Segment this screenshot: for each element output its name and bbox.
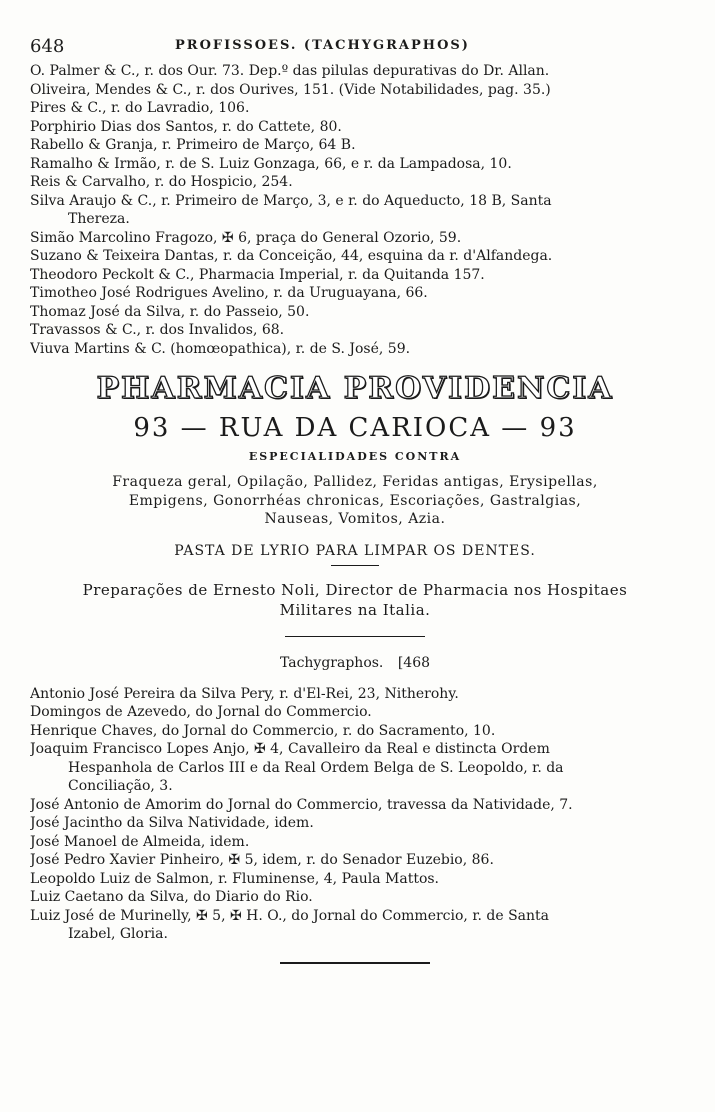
list-item: José Manoel de Almeida, idem.: [30, 833, 250, 850]
list-item: Joaquim Francisco Lopes Anjo, ✠ 4, Cavalleiro da Real e distincta Ordem: [30, 741, 550, 757]
section-reference: [468: [397, 654, 431, 671]
end-rule: [280, 962, 430, 964]
list-item: Luiz José de Murinelly, ✠ 5, ✠ H. O., do Jornal do Commercio, r. de Santa: [30, 907, 549, 924]
list-item-continuation: Hespanhola de Carlos III e da Real Ordem Belga de S. Leopoldo, r. da: [68, 759, 564, 776]
stenographer-list: [30, 685, 680, 944]
advertisement-credit: [30, 580, 680, 620]
divider: [331, 565, 379, 566]
list-item: Theodoro Peckolt & C., Pharmacia Imperial, r. da Quitanda 157.: [30, 266, 485, 283]
list-item: Ramalho & Irmão, r. de S. Luiz Gonzaga, 66, e r. da Lampadosa, 10.: [30, 155, 512, 172]
running-title: PROFISSOES. (TACHYGRAPHOS): [175, 38, 470, 53]
list-item: Travassos & C., r. dos Invalidos, 68.: [30, 322, 285, 338]
section-heading: [30, 655, 680, 671]
list-item: Thomaz José da Silva, r. do Passeio, 50.: [30, 303, 310, 320]
running-head: [30, 36, 680, 62]
list-item: Reis & Carvalho, r. do Hospicio, 254.: [30, 174, 293, 190]
credit-line: Preparações de Ernesto Noli, Director de Pharmacia nos Hospitaes: [82, 580, 628, 599]
list-item: Viuva Martins & C. (homœopathica), r. de S. José, 59.: [30, 340, 411, 357]
pharmacy-list: [30, 62, 680, 358]
advertisement-address: 93 — RUA DA CARIOCA — 93: [133, 413, 577, 443]
list-item-continuation: Conciliação, 3.: [68, 778, 173, 794]
list-item-continuation: Izabel, Gloria.: [68, 926, 168, 942]
directory-page: [30, 36, 680, 964]
list-item: Domingos de Azevedo, do Jornal do Commercio.: [30, 704, 372, 720]
ailments-line: Fraqueza geral, Opilação, Pallidez, Feridas antigas, Erysipellas,: [112, 474, 598, 490]
list-item-continuation: Thereza.: [68, 211, 130, 227]
list-item: Timotheo José Rodrigues Avelino, r. da Uruguayana, 66.: [30, 285, 428, 301]
list-item: José Pedro Xavier Pinheiro, ✠ 5, idem, r. do Senador Euzebio, 86.: [30, 852, 494, 868]
list-item: Antonio José Pereira da Silva Pery, r. d'El-Rei, 23, Nitherohy.: [30, 685, 459, 702]
ailments-text: [30, 473, 680, 529]
list-item: Pires & C., r. do Lavradio, 106.: [30, 100, 250, 116]
credit-line: Militares na Italia.: [279, 600, 431, 619]
list-item: José Jacintho da Silva Natividade, idem.: [30, 815, 314, 831]
list-item: O. Palmer & C., r. dos Our. 73. Dep.º das pilulas depurativas do Dr. Allan.: [30, 63, 550, 79]
advertisement-product: PASTA DE LYRIO PARA LIMPAR OS DENTES.: [174, 542, 536, 559]
list-item: Henrique Chaves, do Jornal do Commercio, r. do Sacramento, 10.: [30, 722, 496, 739]
divider: [285, 636, 425, 637]
list-item: Suzano & Teixeira Dantas, r. da Conceição, 44, esquina da r. d'Alfandega.: [30, 248, 553, 264]
advertisement-title: PHARMACIA PROVIDENCIA: [96, 371, 614, 406]
ailments-line: Empigens, Gonorrhéas chronicas, Escoriações, Gastralgias,: [128, 492, 582, 509]
list-item: Simão Marcolino Fragozo, ✠ 6, praça do General Ozorio, 59.: [30, 229, 462, 246]
specialties-heading: ESPECIALIDADES CONTRA: [248, 450, 462, 463]
list-item: Leopoldo Luiz de Salmon, r. Fluminense, 4, Paula Mattos.: [30, 870, 440, 887]
list-item: Oliveira, Mendes & C., r. dos Ourives, 151. (Vide Notabilidades, pag. 35.): [30, 81, 551, 98]
ailments-line: Nauseas, Vomitos, Azia.: [264, 511, 446, 527]
page-number: 648: [30, 36, 65, 57]
section-title: Tachygraphos.: [279, 654, 384, 671]
list-item: Porphirio Dias dos Santos, r. do Cattete, 80.: [30, 118, 342, 135]
list-item: Silva Araujo & C., r. Primeiro de Março, 3, e r. do Aqueducto, 18 B, Santa: [30, 192, 552, 209]
pharmacy-advertisement: [30, 370, 680, 637]
list-item: Rabello & Granja, r. Primeiro de Março, 64 B.: [30, 137, 356, 153]
list-item: Luiz Caetano da Silva, do Diario do Rio.: [30, 889, 313, 905]
list-item: José Antonio de Amorim do Jornal do Commercio, travessa da Natividade, 7.: [30, 796, 573, 813]
